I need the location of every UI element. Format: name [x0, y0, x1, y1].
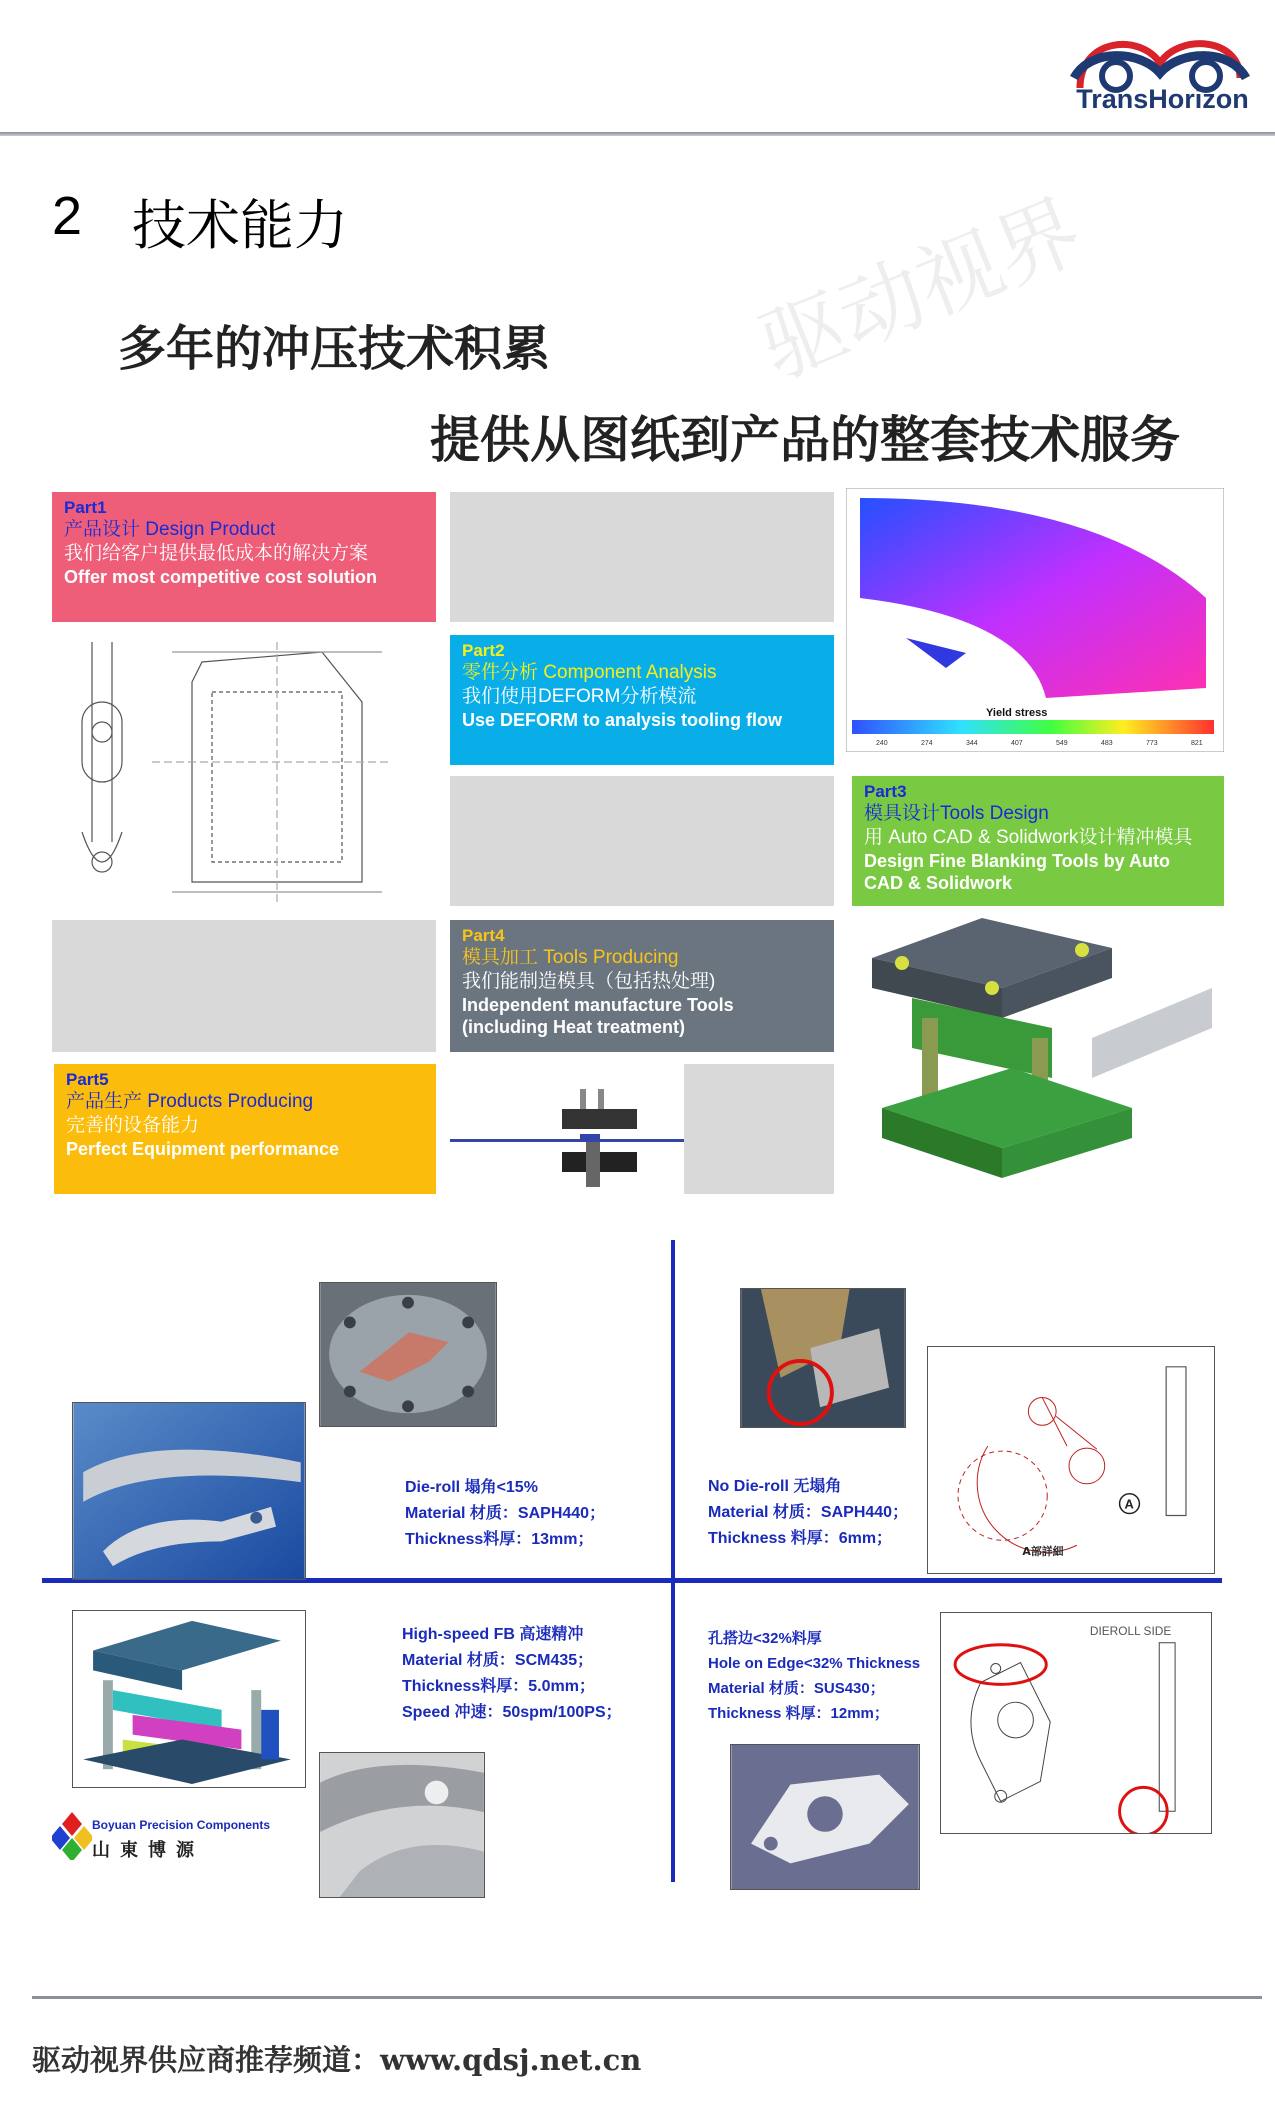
placeholder-block — [450, 776, 834, 906]
case3-specs — [402, 1622, 622, 1726]
part-en: Perfect Equipment performance — [66, 1139, 340, 1159]
spec-line: Thickness料厚：5.0mm； — [402, 1678, 595, 1695]
fea-legend-tick: 407 — [1011, 740, 1023, 747]
part-en: Use DEFORM to analysis tooling flow — [462, 710, 783, 730]
part-label: Part4 — [462, 926, 505, 945]
part-cn: 我们给客户提供最低成本的解决方案 — [64, 543, 369, 564]
part-en: Offer most competitive cost solution — [64, 567, 378, 587]
spec-line: Material 材质：SAPH440； — [405, 1505, 606, 1522]
company-name-cn: 山東博源 — [92, 1840, 204, 1861]
section-title: 技术能力 — [132, 194, 348, 257]
spec-line: High-speed FB 高速精冲 — [402, 1626, 584, 1643]
placeholder-block — [684, 1064, 834, 1194]
part-label: Part3 — [864, 782, 907, 801]
fea-legend-tick: 274 — [921, 740, 933, 747]
part-label: Part1 — [64, 498, 107, 517]
case4-specs — [708, 1626, 920, 1726]
spec-line: Speed 冲速：50spm/100PS； — [402, 1704, 622, 1721]
part-title: 产品生产 Products Producing — [66, 1091, 314, 1112]
spec-line: Thickness料厚：13mm； — [405, 1531, 594, 1548]
spec-line: Material 材质：SAPH440； — [708, 1504, 909, 1521]
fea-legend-tick: 483 — [1101, 740, 1113, 747]
part1-panel — [52, 492, 436, 622]
fea-legend-tick: 549 — [1056, 740, 1068, 747]
tool-assembly-image — [852, 918, 1224, 1194]
hole-edge-part-photo — [730, 1744, 920, 1890]
part-en: Design Fine Blanking Tools by Auto CAD & Solidwork — [864, 851, 1171, 893]
part-title: 模具加工 Tools Producing — [462, 947, 679, 968]
die-plate-photo — [319, 1282, 497, 1427]
dieroll-side-label: DIEROLL SIDE — [1089, 1623, 1172, 1638]
spec-line: Thickness 料厚：6mm； — [708, 1530, 893, 1547]
footer-text: 驱动视界供应商推荐频道：www.qdsj.net.cn — [32, 2043, 642, 2077]
fea-legend-tick: 344 — [966, 740, 978, 747]
no-dieroll-closeup-photo — [740, 1288, 906, 1428]
fea-legend-label: Yield stress — [986, 707, 1048, 719]
spec-line: Thickness 料厚：12mm； — [708, 1705, 889, 1722]
fea-legend-tick: 773 — [1146, 740, 1158, 747]
header-divider — [0, 132, 1275, 136]
part3-panel — [852, 776, 1224, 906]
fea-legend-tick: 240 — [876, 740, 888, 747]
spec-line: Hole on Edge<32% Thickness — [708, 1655, 921, 1672]
part2-panel — [450, 635, 834, 765]
gear-parts-photo — [319, 1752, 485, 1898]
hole-edge-drawing-image — [940, 1612, 1212, 1834]
case1-specs — [405, 1475, 605, 1553]
case2-specs — [708, 1474, 908, 1552]
part5-panel — [54, 1064, 436, 1194]
part-cn: 我们使用DEFORM分析模流 — [462, 686, 697, 707]
part-title: 产品设计 Design Product — [64, 519, 276, 540]
finished-parts-photo — [72, 1402, 306, 1580]
watermark: 驱动视界 — [746, 180, 1096, 398]
svg-text:A: A — [1124, 1496, 1134, 1512]
technical-drawing-image — [52, 632, 436, 910]
boyuan-diamond-icon — [52, 1810, 92, 1860]
logo-text: TransHorizon — [1076, 84, 1249, 114]
footer-divider — [32, 1996, 1262, 1999]
spec-line: Die-roll 塌角<15% — [405, 1479, 538, 1496]
spec-line: Material 材质：SUS430； — [708, 1680, 885, 1697]
placeholder-block — [450, 492, 834, 622]
part-label: Part2 — [462, 641, 505, 660]
spec-line: No Die-roll 无塌角 — [708, 1478, 842, 1495]
quadrant-divider-vertical — [671, 1240, 675, 1882]
part-cn: 用 Auto CAD & Solidwork设计精冲模具 — [864, 827, 1193, 848]
spec-line: Material 材质：SCM435； — [402, 1652, 594, 1669]
spec-line: 孔搭边<32%料厚 — [708, 1630, 822, 1647]
subtitle-line2: 提供从图纸到产品的整套技术服务 — [430, 411, 1180, 469]
blanking-schematic-image — [450, 1064, 684, 1194]
section-number: 2 — [52, 186, 83, 246]
high-speed-tool-image — [72, 1610, 306, 1788]
subtitle-line1: 多年的冲压技术积累 — [118, 321, 551, 377]
part-en: Independent manufacture Tools (including Heat treatment) — [462, 995, 734, 1037]
part-cn: 完善的设备能力 — [66, 1115, 200, 1136]
part-cn: 我们能制造模具（包括热处理) — [462, 971, 716, 992]
company-name-en: Boyuan Precision Components — [92, 1818, 271, 1832]
part4-panel — [450, 920, 834, 1052]
part-title: 零件分析 Component Analysis — [462, 662, 717, 683]
detail-a-label: A部詳細 — [1022, 1545, 1064, 1559]
part-label: Part5 — [66, 1070, 109, 1089]
part-title: 模具设计Tools Design — [864, 803, 1049, 824]
lever-drawing-image — [927, 1346, 1215, 1574]
fea-simulation-image — [846, 488, 1224, 752]
fea-legend-tick: 821 — [1191, 740, 1203, 747]
placeholder-block — [52, 920, 436, 1052]
